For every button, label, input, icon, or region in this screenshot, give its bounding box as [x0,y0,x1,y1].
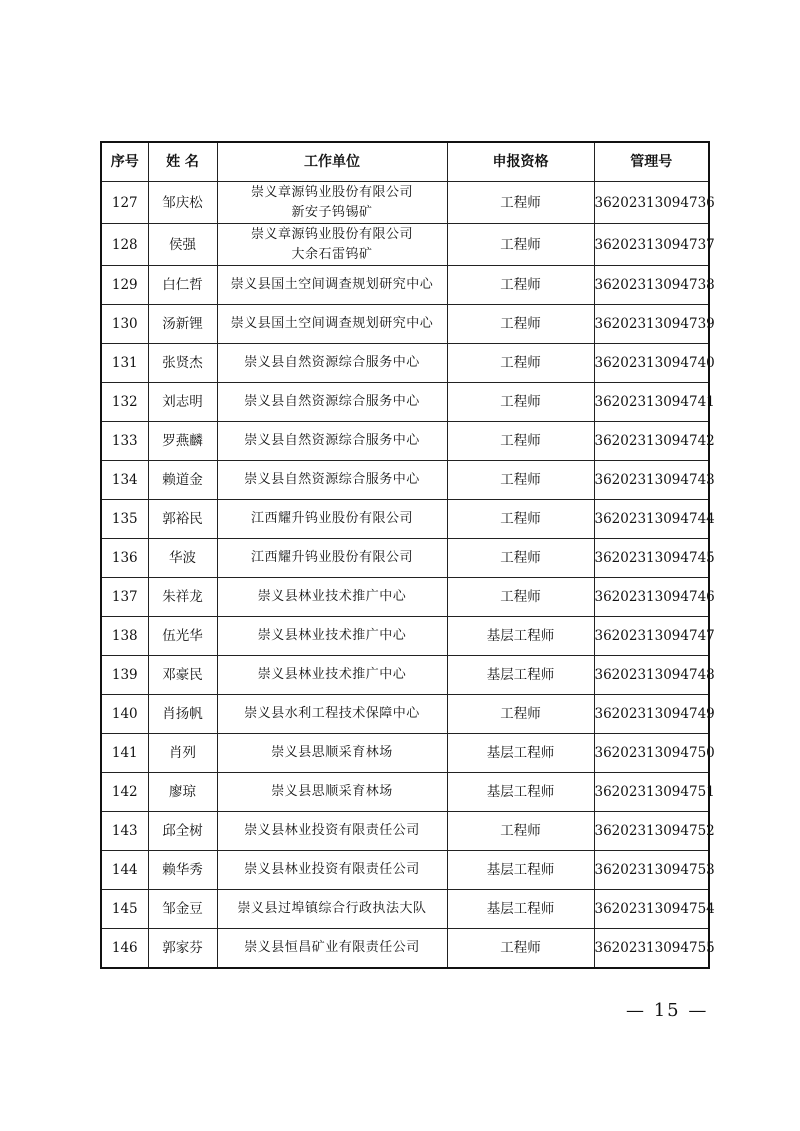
cell-name: 朱祥龙 [148,578,217,617]
cell-unit [217,773,447,812]
cell-no: 146 [101,929,148,969]
cell-unit-line: 崇义县自然资源综合服务中心 [244,472,420,487]
cell-no: 144 [101,851,148,890]
table-row [101,617,709,656]
cell-mgmt-no: 36202313094747 [594,617,709,656]
cell-mgmt-no: 36202313094754 [594,890,709,929]
table-row [101,500,709,539]
cell-no: 142 [101,773,148,812]
cell-unit-line: 崇义县自然资源综合服务中心 [244,433,420,448]
cell-no: 141 [101,734,148,773]
cell-no: 127 [101,182,148,224]
cell-qualification: 基层工程师 [447,617,594,656]
cell-unit-line: 崇义县林业技术推广中心 [257,667,407,682]
table-row [101,422,709,461]
table-body [101,182,715,969]
cell-name: 赖华秀 [148,851,217,890]
cell-qualification: 工程师 [447,500,594,539]
table-row [101,656,709,695]
cell-unit [217,383,447,422]
cell-unit [217,656,447,695]
cell-unit [217,695,447,734]
cell-mgmt-no: 36202313094740 [594,344,709,383]
cell-mgmt-no: 36202313094753 [594,851,709,890]
cell-unit [217,812,447,851]
table-row [101,812,709,851]
cell-unit-line: 崇义县自然资源综合服务中心 [244,394,420,409]
cell-unit [217,266,447,305]
cell-name: 赖道金 [148,461,217,500]
cell-unit-line: 江西耀升钨业股份有限公司 [250,550,413,565]
cell-unit-line: 崇义章源钨业股份有限公司 [250,226,413,242]
table-row [101,578,709,617]
header-no: 序号 [101,142,148,182]
table-row [101,773,709,812]
roster-table [100,141,715,969]
cell-unit [217,344,447,383]
cell-name: 肖列 [148,734,217,773]
cell-unit [217,305,447,344]
cell-name: 郭裕民 [148,500,217,539]
cell-mgmt-no: 36202313094746 [594,578,709,617]
cell-unit [217,422,447,461]
cell-no: 130 [101,305,148,344]
cell-qualification: 工程师 [447,461,594,500]
cell-name: 汤新锂 [148,305,217,344]
cell-mgmt-no: 36202313094739 [594,305,709,344]
table-row [101,266,709,305]
cell-qualification: 基层工程师 [447,773,594,812]
table-row [101,224,709,266]
cell-no: 139 [101,656,148,695]
cell-no: 129 [101,266,148,305]
table-row [101,305,709,344]
cell-name: 郭家芬 [148,929,217,969]
cell-unit [217,461,447,500]
cell-qualification: 工程师 [447,383,594,422]
cell-unit [217,851,447,890]
cell-unit-line: 崇义县水利工程技术保障中心 [244,706,420,721]
cell-unit-line: 江西耀升钨业股份有限公司 [250,511,413,526]
cell-unit-line: 崇义县林业投资有限责任公司 [244,862,420,877]
header-unit: 工作单位 [217,142,447,182]
cell-unit [217,617,447,656]
header-mgmt-no: 管理号 [594,142,709,182]
cell-mgmt-no: 36202313094736 [594,182,709,224]
cell-name: 邹庆松 [148,182,217,224]
cell-qualification: 基层工程师 [447,734,594,773]
table-header-row [101,142,709,182]
cell-qualification: 工程师 [447,539,594,578]
table-row [101,695,709,734]
table-row [101,851,709,890]
cell-name: 邱全树 [148,812,217,851]
cell-unit [217,182,447,224]
cell-unit-line: 崇义县思顺采育林场 [271,745,393,760]
cell-unit [217,578,447,617]
cell-mgmt-no: 36202313094751 [594,773,709,812]
cell-unit-line: 崇义县过埠镇综合行政执法大队 [237,901,427,916]
cell-mgmt-no: 36202313094752 [594,812,709,851]
cell-unit [217,224,447,266]
cell-no: 134 [101,461,148,500]
cell-mgmt-no: 36202313094750 [594,734,709,773]
cell-name: 邹金豆 [148,890,217,929]
cell-qualification: 工程师 [447,578,594,617]
header-qualification: 申报资格 [447,142,594,182]
cell-unit-line: 崇义章源钨业股份有限公司 [250,184,413,200]
cell-qualification: 基层工程师 [447,656,594,695]
table-row [101,929,709,969]
cell-no: 136 [101,539,148,578]
table-row [101,539,709,578]
table-row [101,344,709,383]
cell-qualification: 工程师 [447,182,594,224]
cell-no: 143 [101,812,148,851]
cell-name: 罗燕麟 [148,422,217,461]
cell-mgmt-no: 36202313094745 [594,539,709,578]
cell-name: 肖扬帆 [148,695,217,734]
cell-mgmt-no: 36202313094749 [594,695,709,734]
cell-mgmt-no: 36202313094755 [594,929,709,969]
cell-no: 131 [101,344,148,383]
cell-unit-line: 崇义县林业技术推广中心 [257,589,407,604]
cell-no: 138 [101,617,148,656]
cell-name: 华波 [148,539,217,578]
cell-name: 白仁哲 [148,266,217,305]
cell-unit-line: 崇义县自然资源综合服务中心 [244,355,420,370]
cell-unit-line: 崇义县林业技术推广中心 [257,628,407,643]
cell-mgmt-no: 36202313094748 [594,656,709,695]
cell-mgmt-no: 36202313094743 [594,461,709,500]
cell-mgmt-no: 36202313094738 [594,266,709,305]
cell-unit-line: 崇义县国土空间调查规划研究中心 [230,316,434,331]
cell-unit-line: 崇义县恒昌矿业有限责任公司 [244,940,420,955]
cell-no: 145 [101,890,148,929]
table-row [101,182,709,224]
cell-no: 140 [101,695,148,734]
cell-qualification: 工程师 [447,812,594,851]
cell-qualification: 基层工程师 [447,851,594,890]
cell-name: 伍光华 [148,617,217,656]
cell-unit-line: 崇义县林业投资有限责任公司 [244,823,420,838]
cell-qualification: 工程师 [447,224,594,266]
cell-no: 137 [101,578,148,617]
cell-qualification: 工程师 [447,929,594,969]
cell-name: 邓豪民 [148,656,217,695]
cell-no: 135 [101,500,148,539]
cell-mgmt-no: 36202313094742 [594,422,709,461]
cell-mgmt-no: 36202313094741 [594,383,709,422]
table-row [101,461,709,500]
table-row [101,383,709,422]
cell-qualification: 工程师 [447,695,594,734]
page-number: — 15 — [626,1000,709,1021]
cell-unit [217,929,447,969]
cell-unit [217,890,447,929]
cell-name: 刘志明 [148,383,217,422]
cell-qualification: 工程师 [447,422,594,461]
cell-unit-line: 新安子钨锡矿 [291,204,373,220]
table-row [101,890,709,929]
cell-name: 廖琼 [148,773,217,812]
cell-qualification: 工程师 [447,266,594,305]
cell-unit-line: 崇义县思顺采育林场 [271,784,393,799]
cell-name: 张贤杰 [148,344,217,383]
cell-unit [217,539,447,578]
table-row [101,734,709,773]
header-name: 姓 名 [148,142,217,182]
cell-qualification: 工程师 [447,344,594,383]
cell-unit-line: 大余石雷钨矿 [291,246,373,262]
cell-name: 侯强 [148,224,217,266]
cell-mgmt-no: 36202313094737 [594,224,709,266]
cell-mgmt-no: 36202313094744 [594,500,709,539]
cell-unit [217,500,447,539]
cell-qualification: 工程师 [447,305,594,344]
cell-no: 133 [101,422,148,461]
cell-qualification: 基层工程师 [447,890,594,929]
cell-unit [217,734,447,773]
cell-no: 128 [101,224,148,266]
cell-unit-line: 崇义县国土空间调查规划研究中心 [230,277,434,292]
cell-no: 132 [101,383,148,422]
